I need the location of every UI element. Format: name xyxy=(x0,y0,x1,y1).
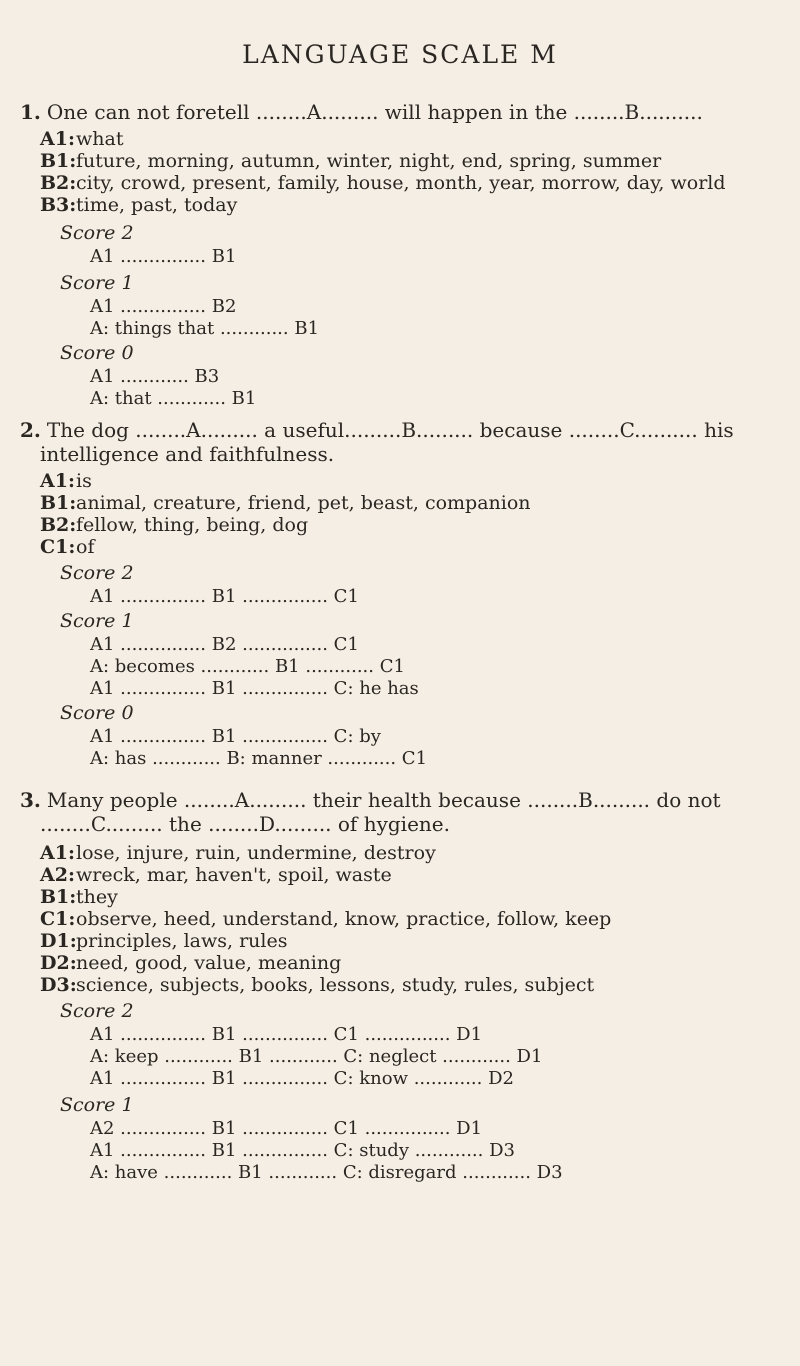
question-number: 2. xyxy=(20,418,41,442)
option-line: B1:future, morning, autumn, winter, night, end, spring, summer xyxy=(40,150,662,172)
option-line: D1:principles, laws, rules xyxy=(40,930,288,952)
answer-line: A1 ............... B2 ............... C1 xyxy=(90,634,359,655)
answer-line: A: have ............ B1 ............ C: disregard ............ D3 xyxy=(90,1162,563,1183)
answer-line: A: keep ............ B1 ............ C: neglect ............ D1 xyxy=(90,1046,543,1067)
question-text: Many people ........A......... their health because ........B......... do not xyxy=(46,788,721,812)
option-line: B3:time, past, today xyxy=(40,194,238,216)
answer-line: A: becomes ............ B1 ............ C1 xyxy=(90,656,405,677)
answer-line: A1 ............... B1 ............... C: by xyxy=(90,726,381,747)
question-text-continued: intelligence and faithfulness. xyxy=(40,442,335,466)
answer-line: A1 ............... B1 xyxy=(90,246,237,267)
score-label: Score 0 xyxy=(60,342,134,364)
answer-line: A1 ............... B1 ............... C1 xyxy=(90,586,359,607)
score-label: Score 1 xyxy=(60,272,134,294)
page-title: LANGUAGE SCALE M xyxy=(242,40,558,69)
question-2 xyxy=(20,418,780,442)
score-label: Score 1 xyxy=(60,610,134,632)
option-line: C1:of xyxy=(40,536,95,558)
score-label: Score 2 xyxy=(60,222,134,244)
answer-line: A1 ............... B1 ............... C: study ............ D3 xyxy=(90,1140,515,1161)
answer-line: A: things that ............ B1 xyxy=(90,318,320,339)
option-line: B1:they xyxy=(40,886,118,908)
question-3 xyxy=(20,788,780,812)
answer-line: A: has ............ B: manner ............ C1 xyxy=(90,748,428,769)
option-line: A1:what xyxy=(40,128,124,150)
answer-line: A: that ............ B1 xyxy=(90,388,257,409)
answer-line: A1 ............... B2 xyxy=(90,296,237,317)
question-text: The dog ........A......... a useful.........B......... because ........C.......... his xyxy=(46,418,734,442)
option-line: A2:wreck, mar, haven't, spoil, waste xyxy=(40,864,392,886)
score-label: Score 2 xyxy=(60,562,134,584)
score-label: Score 1 xyxy=(60,1094,134,1116)
question-1 xyxy=(20,100,780,124)
question-number: 1. xyxy=(20,100,41,124)
answer-line: A1 ............ B3 xyxy=(90,366,220,387)
option-line: A1:is xyxy=(40,470,92,492)
score-label: Score 2 xyxy=(60,1000,134,1022)
option-line: A1:lose, injure, ruin, undermine, destroy xyxy=(40,842,436,864)
option-line: B1:animal, creature, friend, pet, beast, companion xyxy=(40,492,531,514)
answer-line: A1 ............... B1 ............... C1 ............... D1 xyxy=(90,1024,483,1045)
question-text: One can not foretell ........A......... will happen in the ........B.......... xyxy=(46,100,703,124)
option-line: C1:observe, heed, understand, know, practice, follow, keep xyxy=(40,908,612,930)
answer-line: A1 ............... B1 ............... C: he has xyxy=(90,678,419,699)
option-line: B2:city, crowd, present, family, house, month, year, morrow, day, world xyxy=(40,172,726,194)
score-label: Score 0 xyxy=(60,702,134,724)
option-line: B2:fellow, thing, being, dog xyxy=(40,514,309,536)
option-line: D3:science, subjects, books, lessons, study, rules, subject xyxy=(40,974,595,996)
option-line: D2:need, good, value, meaning xyxy=(40,952,342,974)
question-text-continued: ........C......... the ........D......... of hygiene. xyxy=(40,812,450,836)
question-number: 3. xyxy=(20,788,41,812)
answer-line: A1 ............... B1 ............... C: know ............ D2 xyxy=(90,1068,514,1089)
answer-line: A2 ............... B1 ............... C1 ............... D1 xyxy=(90,1118,483,1139)
